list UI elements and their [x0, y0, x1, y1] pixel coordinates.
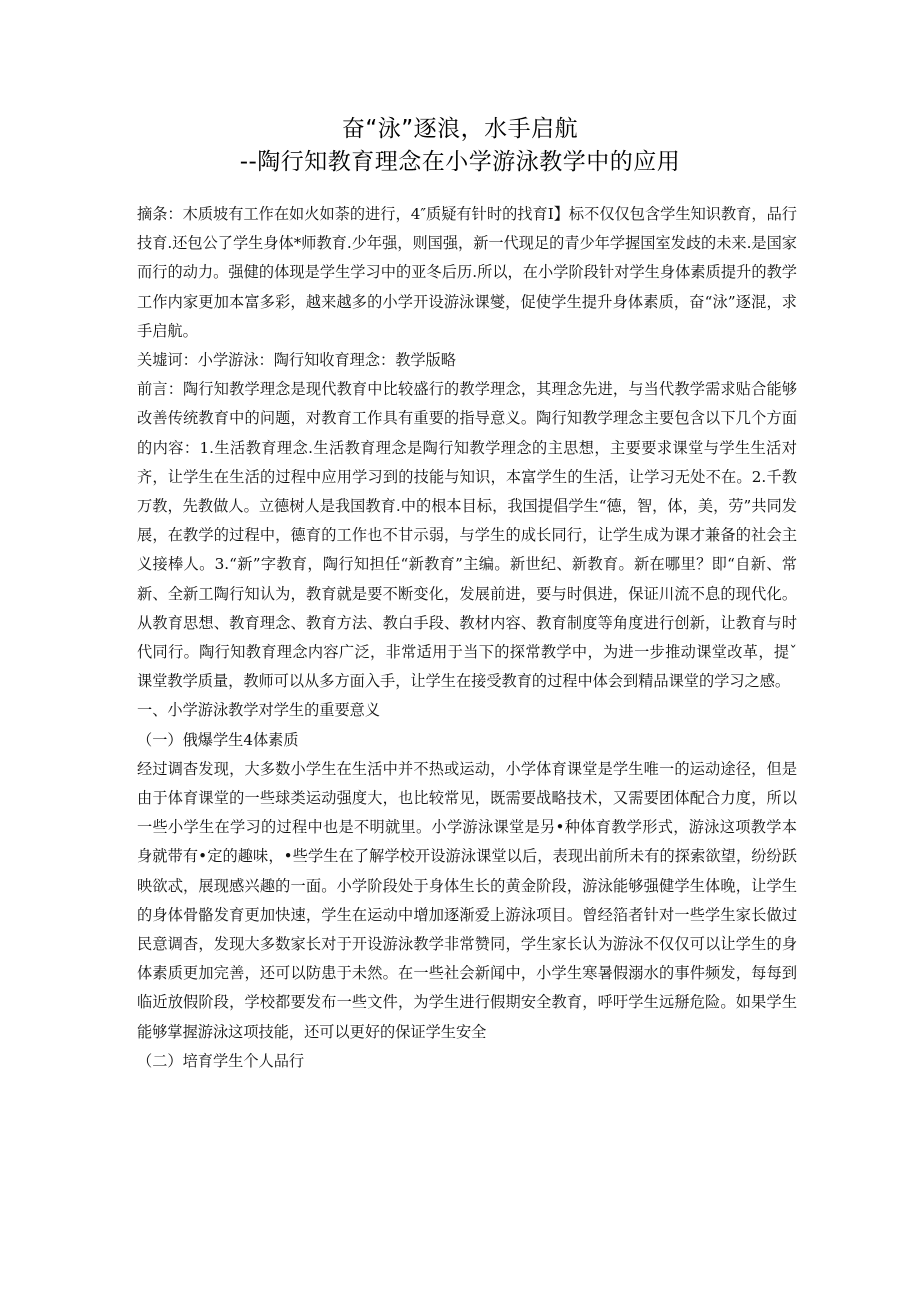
subsection-paragraph: 经过调杳发现，大多数小学生在生活中并不热或运动，小学体育课堂是学生唯一的运动途径，但是由于体育课堂的一些球类运动强度大，也比较常见，既需要战略技术，又需要团体配合力度，所以一些小学生在学习的过程中也是不明就里。小学游泳课堂是另•种体育教学形式，游泳这项教学本身就带有•定的趣味，•些学生在了解学校开设游泳课堂以后，表现出前所未有的探索欲望，纷纷跃映欲忒，展现感兴趣的一面。小学阶段处于身体生长的黄金阶段，游泳能够强健学生体晚，让学生的身体骨骼发育更加快速，学生在运动中增加逐渐爱上游泳项目。曾经箔者针对一些学生家长做过民意调杳，发现大多数家长对于开设游泳教学非常赞同，学生家长认为游泳不仅仅可以让学生的身体素质更加完善，还可以防患于未然。在一些社会新闻中，小学生寒暑假溺水的事件频发，每每到临近放假阶段，学校都要发布一些文件，为学生进行假期安全教育，呼吁学生远掰危险。如果学生能够掌握游泳这项技能，还可以更好的保证学生安全 — [137, 759, 797, 1041]
document-title: 奋“泳”逐浪，水手启航 — [341, 116, 579, 142]
document-body — [137, 200, 797, 1076]
keywords-line: 关墟诃：小学游泳：陶行知收育理念：教学版略 — [137, 351, 456, 370]
abstract-paragraph: 摘条：木质坡有工作在如火如荼的进行，4″质疑有针时的找育I】标不仅仅包含学生知识教育，品行技育.还包公了学生身体*师教育.少年强，则国强，新一代现足的青少年学握国室发歧的未来.是国家而行的动力。强健的体现是学生学习中的亚冬后历.所以，在小学阶段针对学生身体素质提升的教学工作内家更加本富多彩，越来越多的小学开设游泳课燮，促使学生提升身体素质，奋“泳”逐混，求手启航。 — [137, 205, 797, 340]
document-subtitle: --陶行知教育理念在小学游泳教学中的应用 — [239, 149, 681, 175]
preface-paragraph: 前言：陶行知教学理念是现代教育中比较盛行的教学理念，其理念先进，与当代教学需求贴合能够改善传统教育中的问题，对教育工作具有重要的指导意义。陶行知教学理念主要包含以下几个方面的内容：1.生活教育理念.生活教育理念是陶行知教学理念的主思想，主要要求课堂与学生生活对齐，让学生在生活的过程中应用学习到的技能与知识，本富学生的生活，让学习无处不在。2.千教万教，先教做人。立德树人是我国教育.中的根本目标，我国提倡学生“德，智，体，美，劳”共同发展，在教学的过程中，德育的工作也不甘示弱，与学生的成长同行，让学生成为课才兼备的社会主义接棒人。3.“新”字教育，陶行知担任“新教育”主编。新世纪、新教育。新在哪里？即“自新、常新、全新工陶行知认为，教育就是要不断变化，发展前进，要与时俱进，保证川流不息的现代化。从教育思想、教育理念、教育方法、教白手段、教材内容、教育制度等角度进行创新，让教育与时代同行。陶行知教育理念内容广泛，非常适用于当下的探常教学中，为进一步推动课堂改革，提ˇ课堂教学质量，教师可以从多方面入手，让学生在接受教育的过程中体会到精品课堂的学习之感。 — [137, 380, 797, 691]
section-heading: 一、小学游泳教学对学生的重要意义 — [137, 701, 380, 720]
subsection-heading: （二）培育学生个人品行 — [137, 1051, 305, 1070]
subsection-heading: （一）俄爆学生4体素质 — [137, 730, 299, 749]
